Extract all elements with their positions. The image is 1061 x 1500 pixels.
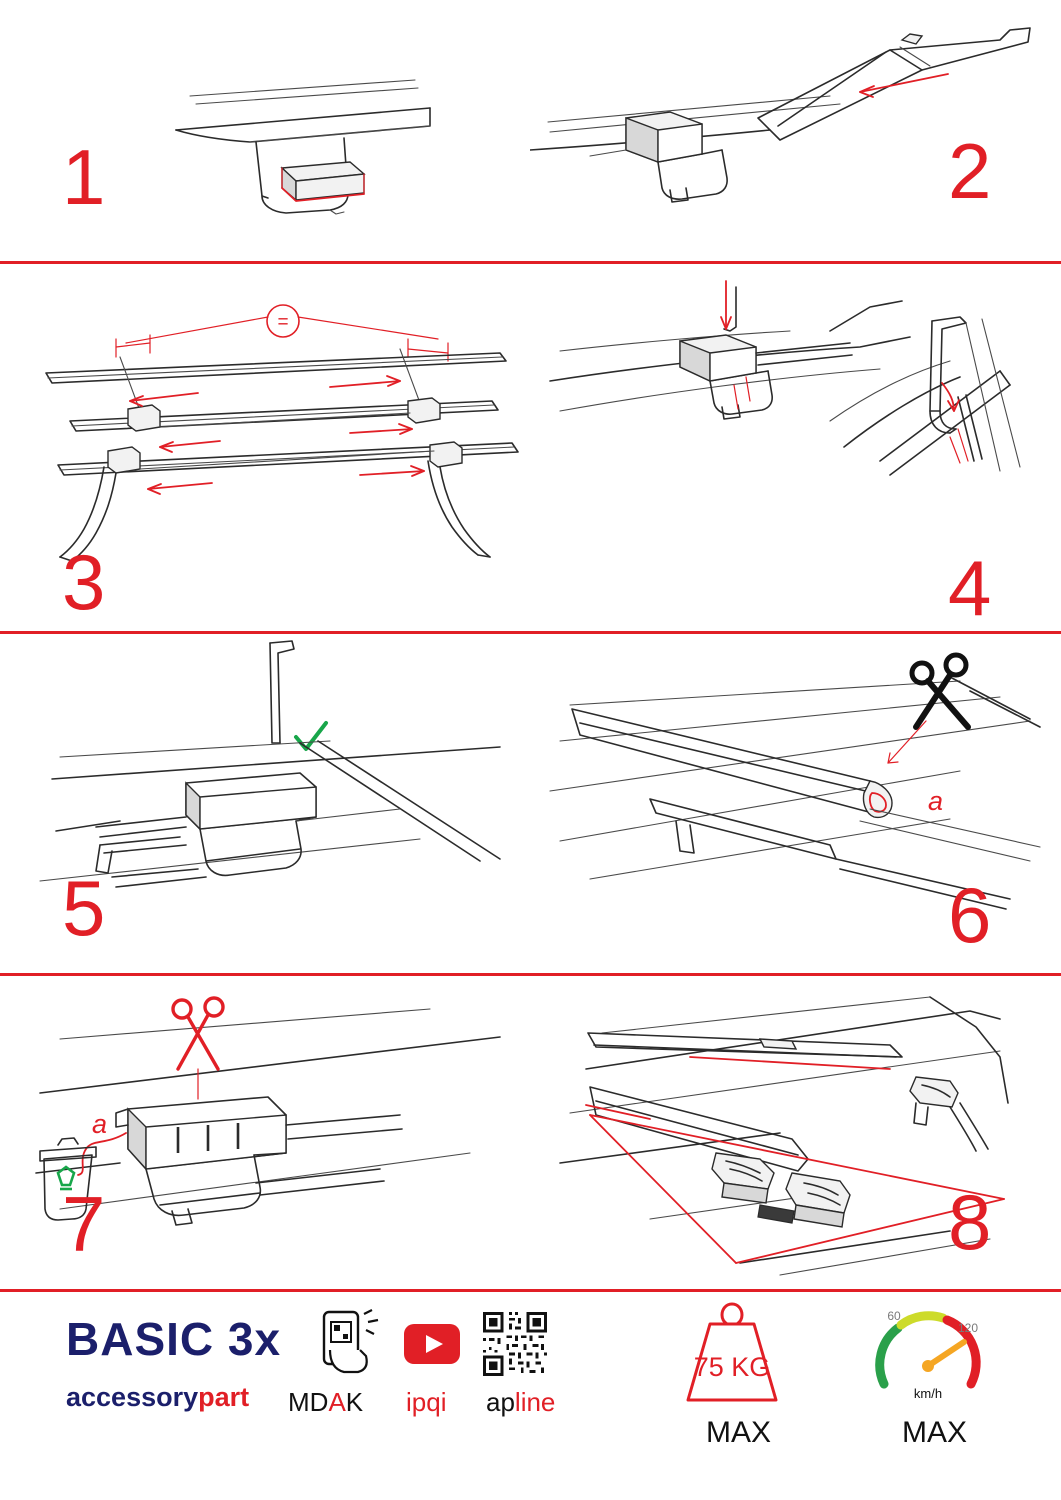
svg-text:=: = [277,312,289,333]
step-1-number: 1 [62,133,106,221]
step-1-panel [0,0,530,261]
step-2-number: 2 [948,127,992,215]
step-8-panel [530,973,1061,1289]
qr-scan-hand-icon [314,1310,394,1376]
scissors-icon-red [173,998,223,1069]
logo-label-ipqi: ipqi [406,1387,447,1417]
max-speed-caption: MAX [902,1416,968,1449]
logo-label-mdak: MDAK [288,1387,364,1417]
step-7-number: 7 [62,1180,106,1268]
step-6-panel [530,631,1061,973]
step-4-panel [530,261,1061,631]
step-4-number: 4 [948,544,992,631]
youtube-icon[interactable] [404,1324,460,1364]
qr-code-icon [483,1312,547,1376]
max-load-value: 75 KG [693,1352,771,1382]
footer [0,1292,1061,1500]
step-8-number: 8 [948,1178,992,1266]
max-load-icon [672,1300,792,1410]
gauge-unit: km/h [913,1386,943,1401]
product-name: BASIC 3x [66,1313,282,1365]
max-speed-icon [868,1298,988,1410]
scissors-icon [912,655,968,727]
step-7-label-a: a [92,1109,108,1139]
step-5-panel [0,631,530,973]
brand-accessory: accessory [66,1382,199,1412]
brand-logo [66,1382,249,1413]
step-6-label-a: a [928,786,944,816]
check-icon [296,723,326,749]
max-load-caption: MAX [706,1416,772,1449]
step-3-number: 3 [62,538,106,626]
step-7-panel [0,973,530,1289]
step-3-panel [0,261,530,631]
step-5-number: 5 [62,864,106,952]
brand-part: part [198,1382,250,1412]
gauge-tick-120: 120 [957,1321,979,1335]
gauge-tick-60: 60 [887,1309,901,1323]
step-6-number: 6 [948,871,992,959]
step-2-panel [530,0,1061,261]
step-1-illustration [0,0,530,261]
logo-label-apline: apline [486,1387,556,1417]
